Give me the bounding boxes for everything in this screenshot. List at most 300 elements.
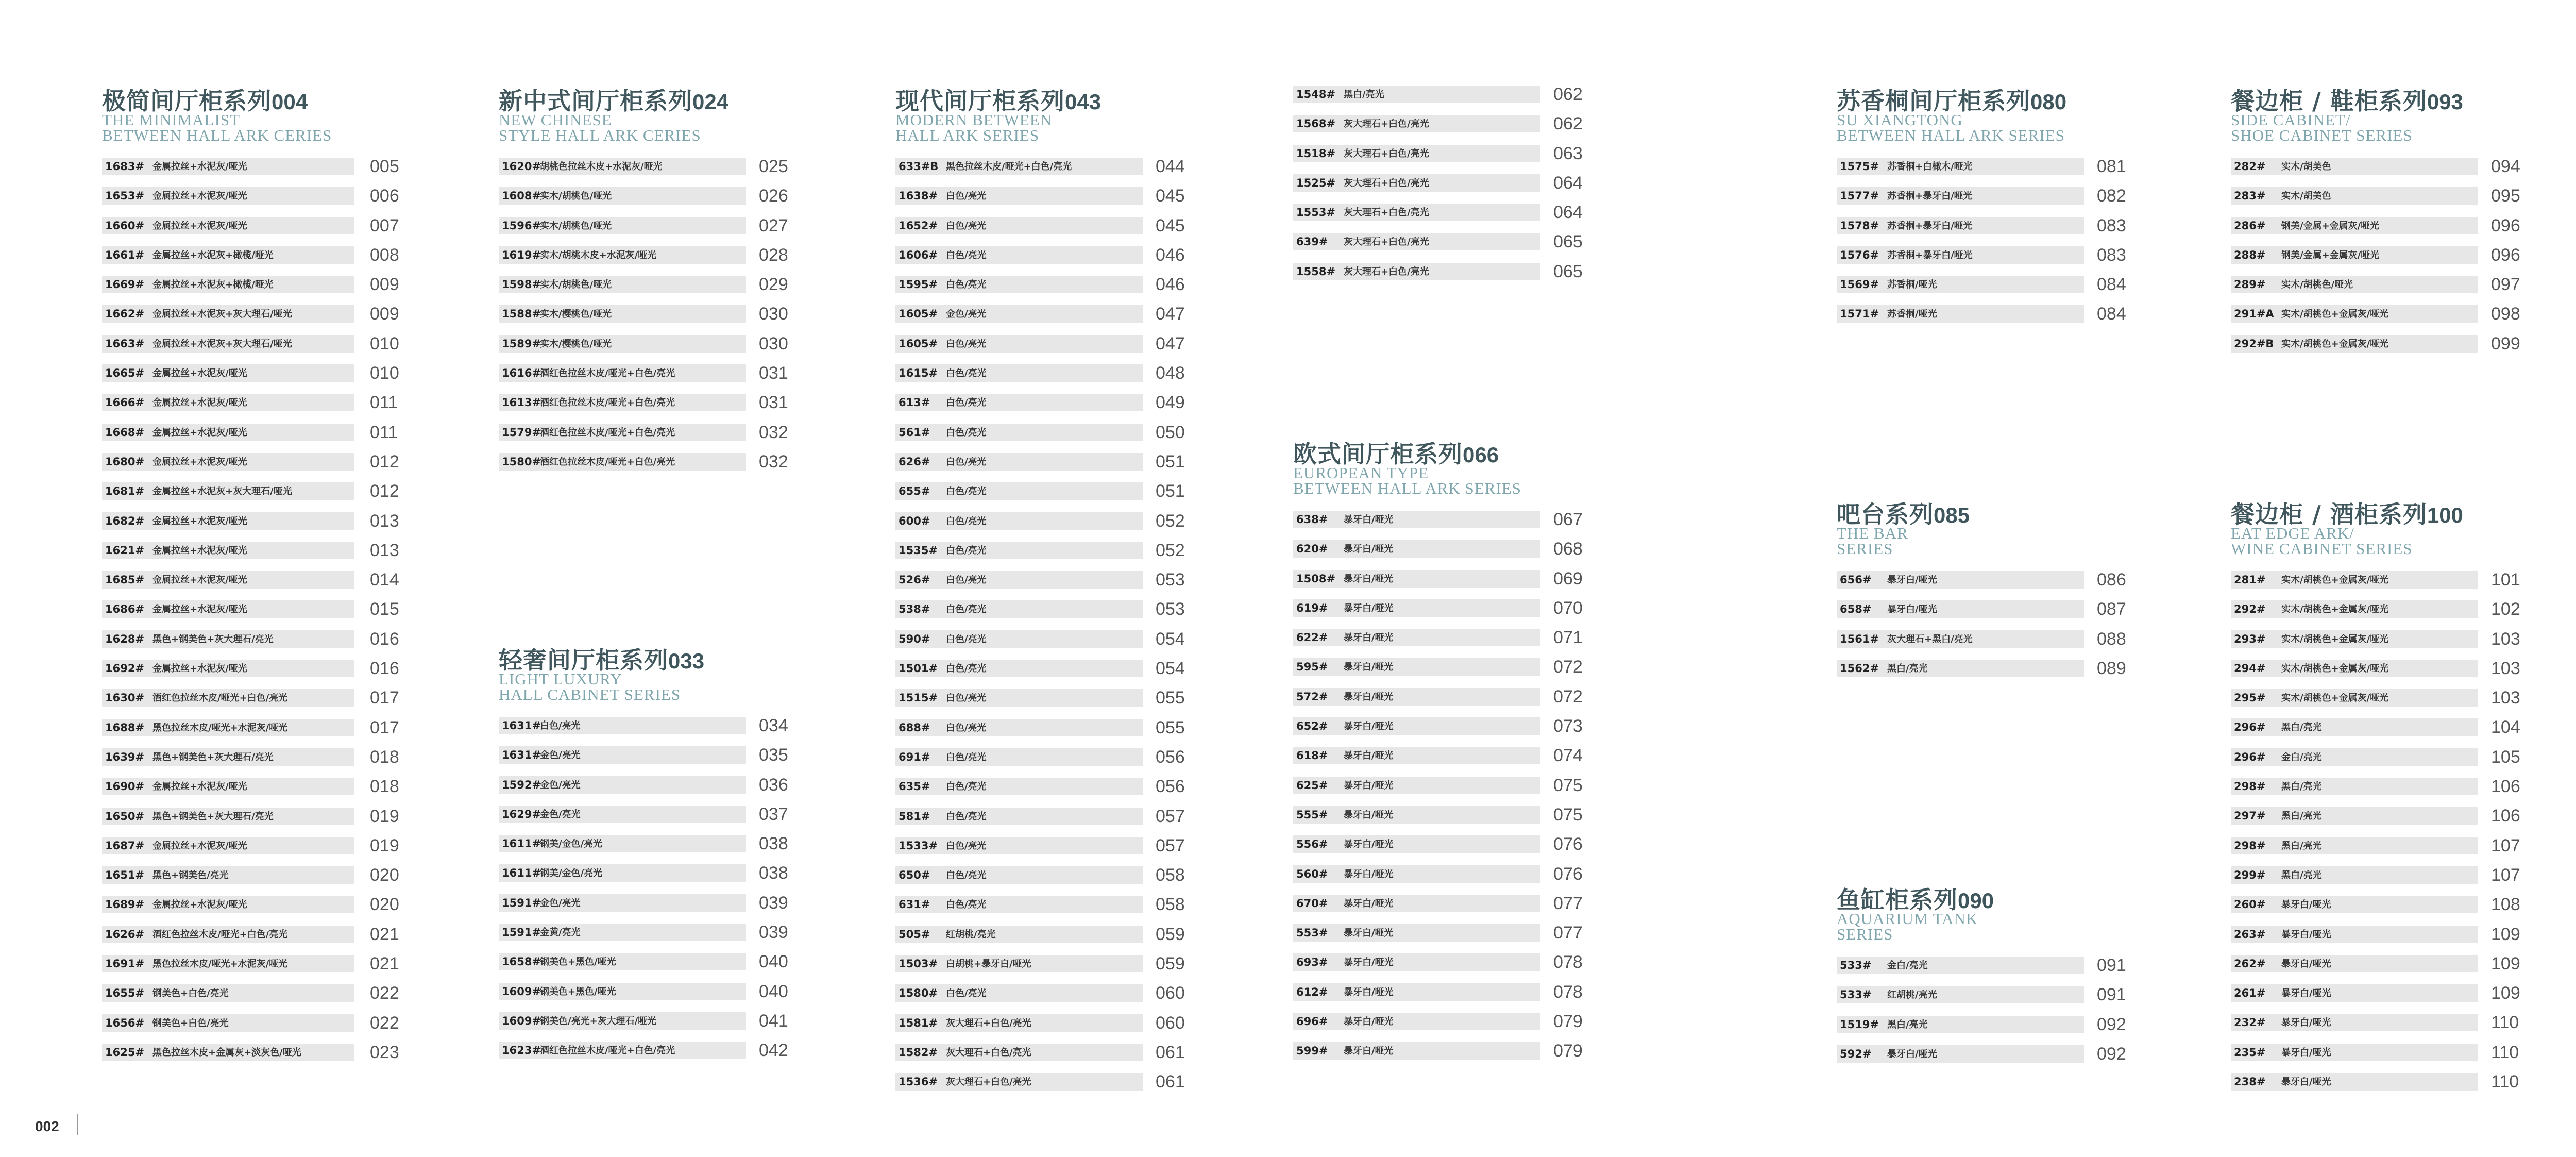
- product-row: [1293, 892, 1583, 921]
- product-finish: 灰大理石+白色/亮光: [1344, 266, 1429, 277]
- product-code: 1518#: [1296, 147, 1336, 160]
- product-row: [1293, 596, 1583, 626]
- product-row: [895, 568, 1185, 597]
- product-code: 1591#: [502, 896, 541, 909]
- product-code: 1608#: [502, 190, 541, 203]
- product-page-number: 045: [1156, 215, 1185, 236]
- product-code: 1652#: [899, 219, 938, 232]
- product-row: [1837, 243, 2126, 273]
- product-row: [895, 1011, 1185, 1041]
- product-row: [1837, 155, 2126, 184]
- product-row: [895, 155, 1185, 184]
- product-code: 1580#: [502, 455, 541, 468]
- section-english-name: [499, 112, 728, 143]
- product-page-number: 020: [370, 895, 399, 915]
- product-page-number: 088: [2097, 629, 2126, 649]
- product-page-number: 030: [759, 304, 788, 324]
- product-row: [1837, 657, 2126, 686]
- product-page-number: 016: [370, 629, 399, 649]
- product-row: [499, 302, 788, 331]
- product-finish: 实木/樱桃色/哑光: [540, 309, 612, 320]
- product-finish: 实木/胡美色: [2281, 161, 2331, 172]
- product-list: [2231, 568, 2520, 1099]
- product-finish: 金黄/亮光: [540, 927, 581, 938]
- product-code: 295#: [2234, 692, 2266, 705]
- product-page-number: 041: [759, 1011, 788, 1031]
- row-background-bar: [1293, 924, 1540, 942]
- product-finish: 暴牙白/哑光: [1344, 662, 1394, 673]
- row-background-bar: [1293, 865, 1540, 883]
- product-code: 1592#: [502, 778, 541, 791]
- row-background-bar: [895, 630, 1143, 648]
- product-code: 1519#: [1840, 1018, 1879, 1031]
- product-finish: 白色/亮光: [946, 220, 987, 231]
- product-finish: 金属拉丝+水泥灰/哑光: [152, 191, 247, 202]
- section-english-name: [2231, 526, 2463, 557]
- product-page-number: 038: [759, 863, 788, 883]
- section-heading: [1837, 82, 2067, 115]
- product-page-number: 077: [1553, 893, 1583, 913]
- product-code: 693#: [1296, 956, 1328, 969]
- product-code: 1553#: [1296, 206, 1336, 219]
- product-code: 1650#: [105, 810, 145, 823]
- product-page-number: 094: [2491, 157, 2520, 176]
- product-finish: 白色/亮光: [946, 693, 987, 704]
- product-finish: 暴牙白/哑光: [1344, 514, 1394, 525]
- product-list: [102, 155, 399, 1070]
- row-background-bar: [895, 512, 1143, 530]
- product-finish: 酒红色拉丝木皮/哑光+白色/亮光: [540, 1045, 675, 1057]
- product-finish: 酒红色拉丝木皮/哑光+白色/亮光: [152, 693, 288, 704]
- section-english-name: [1837, 526, 1970, 557]
- product-page-number: 022: [370, 1013, 399, 1033]
- row-background-bar: [895, 424, 1143, 441]
- product-code: 262#: [2234, 957, 2266, 970]
- product-row: [102, 539, 399, 568]
- product-finish: 金属拉丝+水泥灰+灰大理石/哑光: [152, 486, 292, 497]
- product-finish: 金属拉丝+水泥灰+灰大理石/哑光: [152, 309, 292, 320]
- row-background-bar: [2231, 748, 2478, 766]
- row-background-bar: [2231, 276, 2478, 293]
- product-code: 1595#: [899, 278, 938, 291]
- product-finish: 灰大理石+白色/亮光: [946, 1047, 1031, 1058]
- product-code: 263#: [2234, 928, 2266, 941]
- product-page-number: 030: [759, 333, 788, 354]
- section-side-shoe-cabinet: [2231, 82, 2520, 361]
- product-page-number: 009: [370, 275, 399, 295]
- product-row: [895, 332, 1185, 361]
- product-code: 688#: [899, 721, 930, 734]
- product-row: [102, 775, 399, 804]
- section-aquarium: [1837, 881, 2126, 1071]
- product-list: [499, 155, 788, 479]
- product-page-number: 058: [1156, 865, 1185, 885]
- section-side-wine-cabinet: [2231, 496, 2520, 1099]
- product-page-number: 010: [370, 363, 399, 383]
- product-row: [895, 863, 1185, 893]
- product-finish: 白色/亮光: [946, 456, 987, 467]
- product-finish: 黑色+钢美色+灰大理石/亮光: [152, 751, 274, 763]
- product-list: [2231, 155, 2520, 361]
- product-page-number: 108: [2491, 895, 2520, 915]
- product-finish: 白色/亮光: [946, 988, 987, 999]
- product-page-number: 078: [1553, 952, 1583, 972]
- product-finish: 金属拉丝+水泥灰/哑光: [152, 161, 247, 172]
- product-page-number: 064: [1553, 203, 1583, 223]
- product-row: [102, 332, 399, 361]
- product-row: [1837, 184, 2126, 213]
- product-page-number: 103: [2491, 688, 2520, 708]
- section-english-line: BETWEEN HALL ARK CERIES: [102, 126, 332, 144]
- section-start-page: 085: [1934, 503, 1970, 527]
- product-page-number: 106: [2491, 806, 2520, 826]
- footer-divider-left: [77, 1114, 78, 1135]
- product-page-number: 012: [370, 451, 399, 472]
- product-page-number: 013: [370, 511, 399, 531]
- row-background-bar: [2231, 984, 2478, 1002]
- product-code: 1663#: [105, 337, 145, 350]
- product-page-number: 056: [1156, 747, 1185, 767]
- product-finish: 暴牙白/哑光: [2281, 1077, 2331, 1088]
- product-page-number: 028: [759, 245, 788, 265]
- product-code: 1616#: [502, 367, 541, 380]
- row-background-bar: [895, 482, 1143, 500]
- product-row: [895, 893, 1185, 922]
- section-start-page: 033: [668, 649, 705, 673]
- section-start-page: 093: [2427, 90, 2463, 114]
- product-row: [1293, 803, 1583, 832]
- product-code: 505#: [899, 928, 930, 941]
- product-page-number: 016: [370, 659, 399, 679]
- product-row: [1293, 1039, 1583, 1068]
- product-finish: 暴牙白/哑光: [1344, 573, 1394, 584]
- product-row: [895, 243, 1185, 273]
- product-page-number: 060: [1156, 1013, 1185, 1033]
- product-page-number: 051: [1156, 451, 1185, 472]
- product-row: [1837, 1013, 2126, 1042]
- product-row: [1837, 1042, 2126, 1071]
- product-finish: 黑色+钢美色+灰大理石/亮光: [152, 633, 274, 645]
- product-finish: 暴牙白/哑光: [1344, 839, 1394, 850]
- product-page-number: 074: [1553, 746, 1583, 766]
- section-bar: [1837, 496, 2126, 686]
- product-row: [499, 802, 788, 832]
- section-title: 餐边柜 / 鞋柜系列: [2231, 87, 2427, 115]
- product-row: [2231, 568, 2520, 597]
- section-english-line: STYLE HALL ARK CERIES: [499, 126, 701, 144]
- product-code: 1638#: [899, 190, 938, 203]
- product-code: 1605#: [899, 337, 938, 350]
- product-row: [499, 950, 788, 979]
- product-row: [895, 391, 1185, 420]
- product-finish: 酒红色拉丝木皮/哑光+白色/亮光: [152, 929, 288, 940]
- product-page-number: 062: [1553, 114, 1583, 134]
- product-code: 1651#: [105, 869, 145, 882]
- product-finish: 暴牙白/哑光: [2281, 1017, 2331, 1029]
- product-row: [499, 773, 788, 802]
- product-code: 658#: [1840, 603, 1872, 616]
- product-row: [102, 627, 399, 657]
- product-row: [2231, 952, 2520, 981]
- row-background-bar: [1837, 571, 2084, 589]
- product-page-number: 082: [2097, 186, 2126, 206]
- product-row: [2231, 981, 2520, 1011]
- section-title: 欧式间厅柜系列: [1293, 440, 1463, 468]
- product-row: [2231, 1041, 2519, 1070]
- product-page-number: 104: [2491, 717, 2520, 737]
- product-page-number: 029: [759, 275, 788, 295]
- product-row: [1293, 832, 1583, 862]
- product-row: [2231, 804, 2520, 833]
- product-code: 1589#: [502, 337, 541, 350]
- product-finish: 金属拉丝+水泥灰/哑光: [152, 604, 247, 615]
- product-finish: 黑色拉丝木皮/哑光+水泥灰/哑光: [152, 722, 288, 733]
- section-start-page: 043: [1065, 90, 1101, 114]
- row-background-bar: [2231, 718, 2478, 736]
- product-code: 286#: [2234, 219, 2266, 232]
- product-finish: 白色/亮光: [946, 575, 987, 586]
- product-code: 526#: [899, 574, 930, 586]
- product-row: [895, 745, 1185, 775]
- product-row: [1293, 655, 1583, 684]
- product-code: 299#: [2234, 868, 2266, 881]
- product-page-number: 042: [759, 1041, 788, 1061]
- product-row: [499, 450, 788, 479]
- row-background-bar: [1293, 983, 1540, 1001]
- product-code: 1619#: [502, 248, 541, 261]
- product-page-number: 040: [759, 981, 788, 1001]
- product-page-number: 067: [1553, 510, 1583, 529]
- product-code: 595#: [1296, 661, 1328, 674]
- product-row: [895, 450, 1185, 479]
- section-heading: [2231, 496, 2463, 528]
- product-finish: 白色/亮光: [946, 338, 987, 349]
- product-finish: 白色/亮光: [946, 633, 987, 645]
- product-finish: 实木/胡桃色/哑光: [540, 279, 612, 291]
- product-page-number: 061: [1156, 1042, 1185, 1062]
- product-row: [1837, 953, 2126, 983]
- product-page-number: 068: [1553, 539, 1583, 559]
- product-page-number: 083: [2097, 215, 2126, 236]
- product-row: [895, 184, 1185, 213]
- product-code: 1666#: [105, 396, 145, 409]
- section-english-line: SERIES: [1837, 925, 1893, 943]
- product-row: [499, 861, 788, 891]
- product-page-number: 097: [2491, 275, 2520, 295]
- product-finish: 金属拉丝+水泥灰/哑光: [152, 781, 247, 793]
- product-finish: 白色/亮光: [946, 427, 987, 438]
- section-heading: [2231, 82, 2463, 115]
- product-finish: 黑色拉丝木皮/哑光+水泥灰/哑光: [152, 959, 288, 970]
- product-finish: 白色/亮光: [946, 781, 987, 793]
- product-page-number: 017: [370, 688, 399, 708]
- product-finish: 白色/亮光: [946, 368, 987, 379]
- product-finish: 实木/胡桃色+金属灰/哑光: [2281, 309, 2389, 320]
- product-code: 1575#: [1840, 160, 1879, 173]
- product-code: 633#B: [899, 160, 939, 173]
- product-code: 1515#: [899, 692, 938, 705]
- product-page-number: 106: [2491, 777, 2520, 797]
- product-code: 298#: [2234, 780, 2266, 793]
- section-start-page: 100: [2427, 503, 2463, 527]
- product-finish: 金属拉丝+水泥灰/哑光: [152, 663, 247, 675]
- row-background-bar: [1837, 1045, 2084, 1063]
- product-code: 232#: [2234, 1016, 2266, 1029]
- product-finish: 白色/亮光: [946, 751, 987, 763]
- product-finish: 黑白/亮光: [2281, 811, 2322, 822]
- product-page-number: 060: [1156, 983, 1185, 1003]
- product-page-number: 011: [370, 393, 398, 413]
- product-finish: 暴牙白/哑光: [2281, 1047, 2331, 1058]
- product-finish: 实木/胡桃色/哑光: [540, 220, 612, 231]
- product-code: 1533#: [899, 839, 938, 852]
- product-code: 1591#: [502, 926, 541, 939]
- product-page-number: 047: [1156, 333, 1185, 354]
- product-page-number: 075: [1553, 775, 1583, 795]
- product-code: 670#: [1296, 897, 1328, 910]
- product-list: [1837, 155, 2126, 332]
- product-row: [499, 743, 788, 773]
- product-code: 235#: [2234, 1046, 2266, 1059]
- section-heading: [499, 82, 729, 115]
- product-finish: 苏香桐/哑光: [1887, 279, 1937, 291]
- section-start-page: 004: [272, 90, 308, 114]
- product-code: 1631#: [502, 719, 541, 732]
- product-row: [2231, 214, 2520, 243]
- product-page-number: 091: [2097, 955, 2126, 975]
- product-finish: 金色/亮光: [540, 750, 581, 761]
- product-page-number: 020: [370, 865, 399, 885]
- product-page-number: 064: [1553, 173, 1583, 193]
- product-finish: 白胡桃+暴牙白/哑光: [946, 959, 1031, 970]
- product-list: [499, 714, 788, 1068]
- product-finish: 金属拉丝+水泥灰+橄榄/哑光: [152, 249, 274, 261]
- product-row: [2231, 834, 2520, 863]
- product-page-number: 062: [1553, 85, 1583, 104]
- product-row: [2231, 155, 2520, 184]
- product-code: 1611#: [502, 867, 541, 880]
- product-page-number: 076: [1553, 864, 1583, 884]
- product-page-number: 101: [2491, 570, 2520, 590]
- product-code: 1571#: [1840, 308, 1879, 321]
- product-code: 1688#: [105, 721, 145, 734]
- row-background-bar: [1293, 688, 1540, 706]
- product-finish: 暴牙白/哑光: [1344, 928, 1394, 939]
- section-start-page: 066: [1463, 443, 1499, 467]
- product-code: 1536#: [899, 1076, 938, 1088]
- product-code: 639#: [1296, 236, 1328, 248]
- section-english-name: [102, 112, 332, 143]
- section-title: 吧台系列: [1837, 500, 1934, 528]
- product-page-number: 018: [370, 747, 399, 767]
- product-page-number: 048: [1156, 363, 1185, 383]
- product-page-number: 059: [1156, 924, 1185, 944]
- product-code: 1613#: [502, 396, 541, 409]
- product-code: 619#: [1296, 601, 1328, 614]
- section-english-line: NEW CHINESE: [499, 111, 612, 129]
- product-code: 1525#: [1296, 176, 1336, 189]
- product-row: [2231, 1070, 2519, 1099]
- section-english-line: HALL CABINET SERIES: [499, 685, 681, 703]
- product-page-number: 086: [2097, 570, 2126, 590]
- product-finish: 黑白/亮光: [2281, 722, 2322, 733]
- product-row: [499, 714, 788, 743]
- product-row: [1837, 983, 2126, 1012]
- product-row: [1293, 862, 1583, 892]
- product-finish: 金属拉丝+水泥灰/哑光: [152, 575, 247, 586]
- product-row: [2231, 657, 2520, 686]
- product-code: 1623#: [502, 1044, 541, 1057]
- product-code: 1682#: [105, 514, 145, 527]
- section-start-page: 080: [2030, 90, 2067, 114]
- product-finish: 黑白/亮光: [1344, 89, 1384, 100]
- product-page-number: 053: [1156, 570, 1185, 590]
- product-page-number: 010: [370, 333, 399, 354]
- product-code: 1598#: [502, 278, 541, 291]
- product-finish: 白色/亮光: [946, 249, 987, 261]
- product-code: 553#: [1296, 927, 1328, 940]
- row-background-bar: [1293, 777, 1540, 794]
- product-code: 1562#: [1840, 662, 1879, 675]
- product-code: 1662#: [105, 308, 145, 321]
- product-finish: 金色/亮光: [946, 309, 987, 320]
- product-code: 613#: [899, 396, 930, 409]
- product-code: 1508#: [1296, 572, 1336, 585]
- product-row: [895, 1041, 1185, 1070]
- section-title: 极简间厅柜系列: [102, 87, 272, 115]
- row-background-bar: [1293, 511, 1540, 528]
- product-row: [2231, 775, 2520, 804]
- product-code: 1628#: [105, 632, 145, 645]
- product-finish: 黑白/亮光: [2281, 781, 2322, 793]
- product-finish: 实木/胡桃色+金属灰/哑光: [2281, 575, 2389, 585]
- product-row: [499, 421, 788, 450]
- product-row: [1293, 508, 1583, 537]
- product-code: 691#: [899, 750, 930, 763]
- product-code: 1579#: [502, 426, 541, 439]
- product-code: 1683#: [105, 160, 145, 173]
- row-background-bar: [2231, 955, 2478, 972]
- product-finish: 实木/胡桃色+金属灰/哑光: [2281, 693, 2389, 704]
- row-background-bar: [1837, 600, 2084, 618]
- product-finish: 白色/亮光: [946, 397, 987, 409]
- product-row: [102, 981, 399, 1011]
- product-code: 696#: [1296, 1015, 1328, 1028]
- section-english-line: BETWEEN HALL ARK SERIES: [1837, 126, 2065, 144]
- product-row: [102, 834, 399, 863]
- product-row: [895, 302, 1185, 331]
- section-english-line: LIGHT LUXURY: [499, 670, 622, 688]
- product-page-number: 023: [370, 1042, 399, 1062]
- row-background-bar: [1837, 986, 2084, 1003]
- product-finish: 实木/胡美色: [2281, 191, 2331, 202]
- section-english-line: AQUARIUM TANK: [1837, 910, 1978, 928]
- product-page-number: 056: [1156, 777, 1185, 797]
- product-page-number: 092: [2097, 1044, 2126, 1064]
- row-background-bar: [2231, 187, 2478, 205]
- row-background-bar: [895, 778, 1143, 795]
- product-list: [1293, 508, 1583, 1069]
- product-row: [2231, 715, 2520, 745]
- product-page-number: 059: [1156, 954, 1185, 974]
- product-code: 281#: [2234, 574, 2266, 586]
- product-code: 1658#: [502, 955, 541, 968]
- section-english-name: [895, 112, 1101, 143]
- product-code: 1685#: [105, 574, 145, 586]
- product-row: [1837, 568, 2126, 597]
- product-code: 1660#: [105, 219, 145, 232]
- product-row: [1293, 980, 1583, 1010]
